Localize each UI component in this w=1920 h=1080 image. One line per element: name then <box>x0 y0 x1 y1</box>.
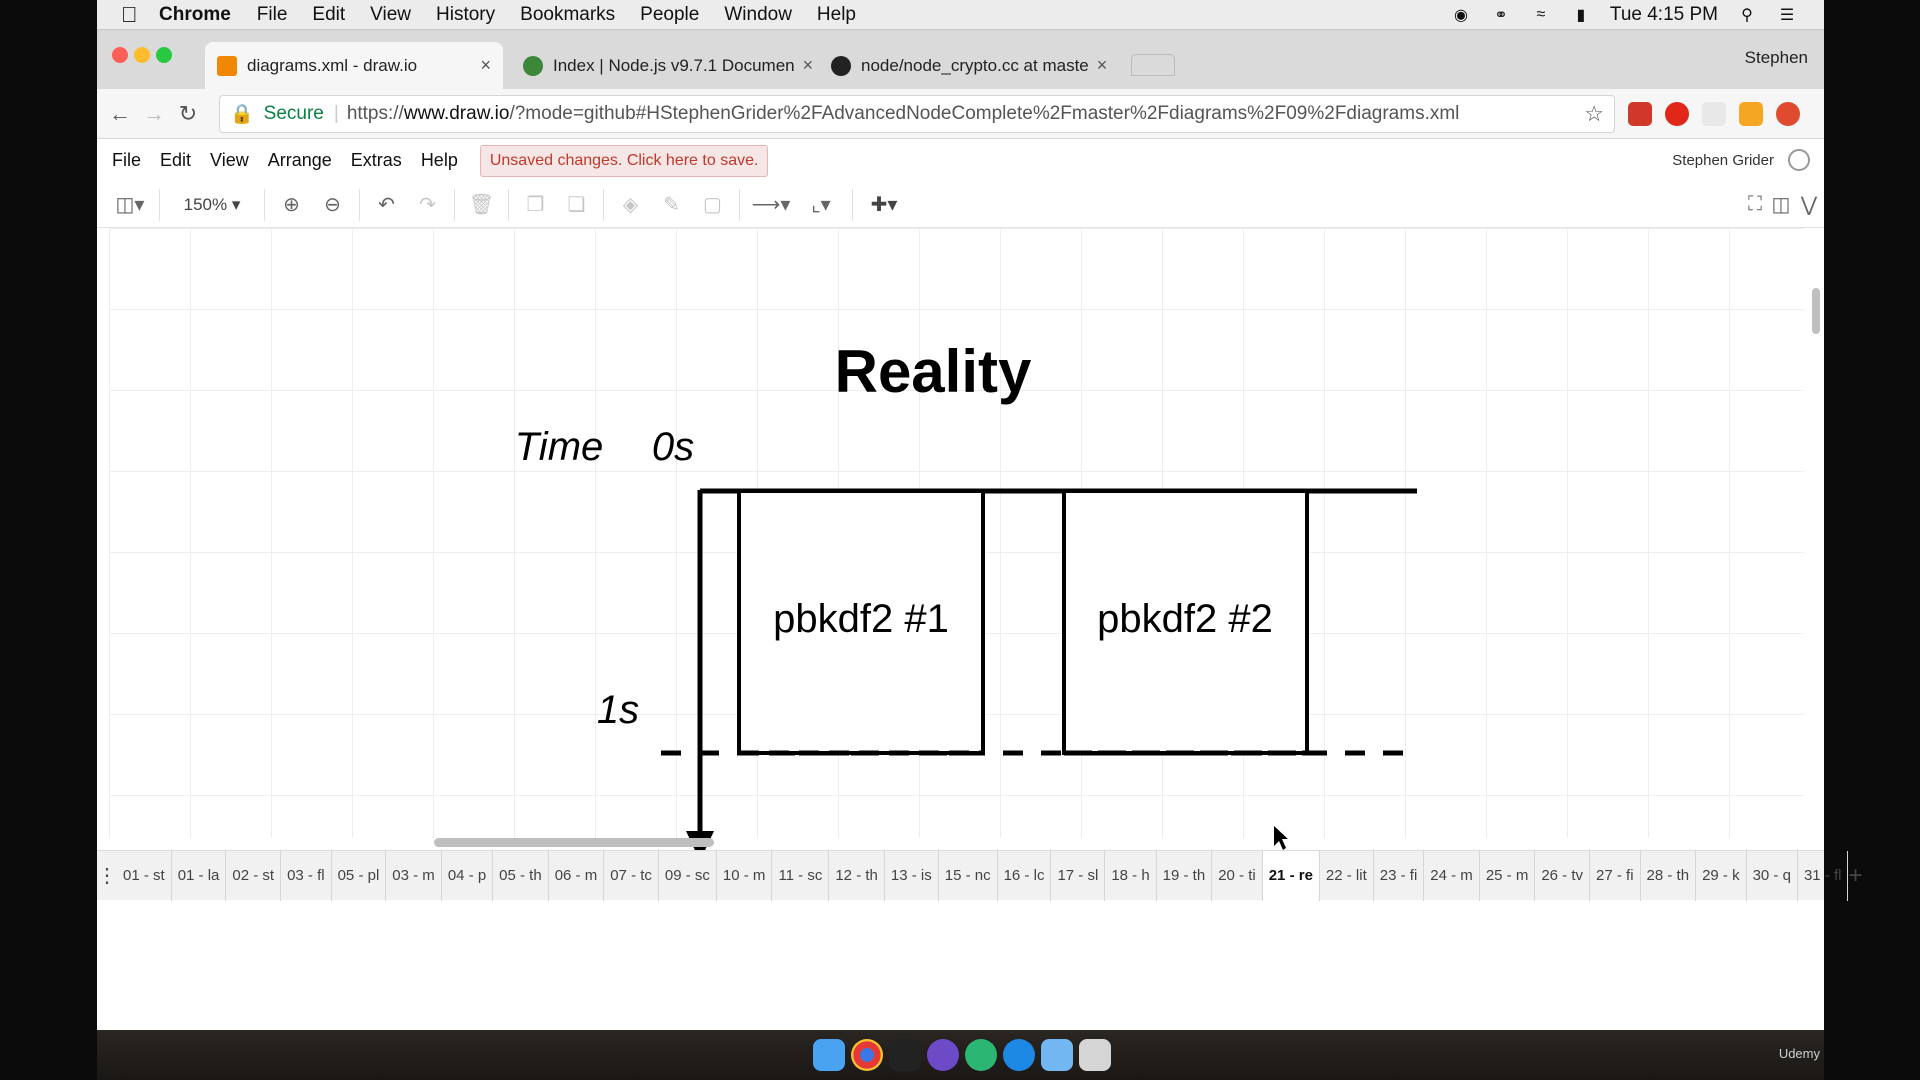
battery-icon[interactable]: ▮ <box>1576 6 1586 24</box>
menubar-help[interactable]: Help <box>816 3 856 25</box>
start-time-label[interactable]: 0s <box>651 425 695 469</box>
spotlight-search-icon[interactable]: ⚲ <box>1741 6 1753 24</box>
collapse-toolbar-icon[interactable]: ⋁ <box>1800 194 1818 216</box>
page-tab[interactable]: 04 - p <box>442 851 493 901</box>
page-tab[interactable]: 06 - m <box>549 851 605 901</box>
page-tab[interactable]: 16 - lc <box>998 851 1052 901</box>
extension-lastpass-icon[interactable] <box>1628 102 1652 126</box>
desktop-background-right <box>1824 0 1920 1080</box>
add-page-icon[interactable]: + <box>1848 861 1863 889</box>
to-front-icon[interactable]: ❐ <box>526 194 545 216</box>
time-axis-label[interactable]: Time <box>514 425 604 469</box>
quicktime-icon[interactable] <box>1003 1039 1035 1071</box>
udemy-watermark: Udemy <box>1778 1046 1820 1061</box>
pages-menu-icon[interactable]: ⋮ <box>97 865 117 887</box>
drawio-menubar <box>97 139 1824 182</box>
format-panel-toggle-icon[interactable]: ◫▾ <box>115 194 145 216</box>
page-tab[interactable]: 18 - h <box>1105 851 1156 901</box>
window-zoom-button[interactable] <box>156 47 172 63</box>
browser-toolbar <box>97 89 1824 139</box>
page-tab[interactable]: 05 - pl <box>332 851 387 901</box>
fullscreen-icon[interactable]: ⛶ <box>1748 193 1762 215</box>
diagram-title[interactable]: Reality <box>834 338 1032 405</box>
menubar-file[interactable]: File <box>256 3 288 25</box>
desktop-background-left <box>0 0 97 1080</box>
diagram-canvas[interactable] <box>109 228 1803 838</box>
close-icon[interactable]: × <box>1096 55 1108 75</box>
drawio-toolbar <box>97 182 1824 228</box>
wifi-icon[interactable]: ≈ <box>1536 5 1546 23</box>
page-tab[interactable]: 30 - q <box>1747 851 1798 901</box>
page-tab[interactable]: 05 - th <box>493 851 549 901</box>
diagram-svg <box>109 228 1803 838</box>
page-tab[interactable]: 24 - m <box>1424 851 1480 901</box>
mac-dock <box>803 1033 1121 1077</box>
tab-title: Index | Node.js v9.7.1 Documen <box>553 55 795 75</box>
page-tab[interactable]: 10 - m <box>717 851 773 901</box>
vertical-scrollbar[interactable] <box>1812 288 1820 334</box>
page-tab[interactable]: 07 - tc <box>604 851 659 901</box>
drawio-menu-file[interactable]: File <box>112 150 142 170</box>
nodejs-favicon-icon <box>523 56 543 76</box>
extension-opera-icon[interactable] <box>1665 102 1689 126</box>
delete-icon[interactable]: 🗑 <box>468 194 495 216</box>
page-tab[interactable]: 29 - k <box>1696 851 1747 901</box>
menubar-app-name[interactable]: Chrome <box>159 3 231 25</box>
page-tabs-bar <box>97 850 1863 900</box>
undo-icon[interactable]: ↶ <box>378 194 395 216</box>
line-color-icon[interactable]: ✎ <box>663 194 680 216</box>
menubar-clock[interactable]: Tue 4:15 PM <box>1609 3 1718 25</box>
address-bar[interactable]: 🔒 Secure | https:// www.draw.io /?mode=github#HStephenGrider%2FAdvancedNodeComplete%2Fmaster%2Fdiagrams%2F09%2Fdiagrams.xml ☆ <box>219 95 1615 133</box>
globe-icon[interactable] <box>1788 149 1810 171</box>
tab-github-node-crypto[interactable] <box>819 42 1115 89</box>
page-tab[interactable]: 13 - is <box>885 851 939 901</box>
mac-menubar <box>97 0 1824 30</box>
lock-icon: 🔒 <box>230 103 254 125</box>
waypoints-icon[interactable]: ⌞▾ <box>811 194 831 216</box>
tab-strip <box>97 30 1824 89</box>
pbkdf2-box-1-label: pbkdf2 #1 <box>773 597 949 641</box>
menubar-window[interactable]: Window <box>724 3 792 25</box>
page-tab[interactable]: 21 - re <box>1263 851 1320 901</box>
apple-icon[interactable] <box>121 2 155 28</box>
zoom-in-icon[interactable]: ⊕ <box>283 194 300 216</box>
page-tab[interactable]: 09 - sc <box>659 851 717 901</box>
pbkdf2-box-2-label: pbkdf2 #2 <box>1097 597 1273 641</box>
url-host: www.draw.io <box>403 102 510 124</box>
zoom-level-dropdown[interactable]: 150% ▾ <box>183 194 241 214</box>
chrome-window <box>97 30 1863 1030</box>
atom-icon[interactable] <box>965 1039 997 1071</box>
reload-icon[interactable]: ↻ <box>178 100 198 126</box>
horizontal-scrollbar[interactable] <box>434 838 714 847</box>
page-tab[interactable]: 25 - m <box>1480 851 1536 901</box>
page-tab[interactable]: 12 - th <box>829 851 885 901</box>
url-path: /?mode=github#HStephenGrider%2FAdvancedNodeComplete%2Fmaster%2Fdiagrams%2F09%2Fdiagrams.xml <box>509 102 1460 124</box>
page-tab[interactable]: 31 - fl <box>1798 851 1849 901</box>
chrome-profile-name[interactable]: Stephen <box>1744 48 1808 67</box>
menubar-people[interactable]: People <box>640 3 700 25</box>
tab-nodejs-docs[interactable] <box>511 42 814 89</box>
terminal-icon[interactable] <box>889 1039 921 1071</box>
connection-style-icon[interactable]: ⟶▾ <box>751 194 791 216</box>
insert-plus-icon[interactable]: ✚▾ <box>870 194 898 216</box>
extension-adblock-icon[interactable] <box>1776 102 1800 126</box>
zoom-out-icon[interactable]: ⊖ <box>324 194 341 216</box>
forward-arrow-icon[interactable]: → <box>143 100 165 126</box>
notification-list-icon[interactable]: ☰ <box>1779 6 1795 24</box>
close-icon[interactable]: × <box>802 55 814 75</box>
close-icon[interactable]: × <box>480 55 491 75</box>
fill-color-icon[interactable]: ◈ <box>622 194 639 216</box>
downloads-folder-icon[interactable] <box>1041 1039 1073 1071</box>
page-tab[interactable]: 23 - fi <box>1374 851 1425 901</box>
drawio-menu-extras[interactable]: Extras <box>350 150 402 170</box>
drawio-favicon-icon <box>217 56 237 76</box>
drawio-menu-view[interactable]: View <box>210 150 249 170</box>
page-tab[interactable]: 01 - la <box>172 851 227 901</box>
github-favicon-icon <box>831 56 851 76</box>
tab-title: diagrams.xml - draw.io <box>247 55 418 75</box>
page-tab[interactable]: 15 - nc <box>939 851 998 901</box>
extension-fox-icon[interactable] <box>1739 102 1763 126</box>
shadow-icon[interactable]: ▢ <box>703 194 722 216</box>
menubar-history[interactable]: History <box>436 3 496 25</box>
menubar-bookmarks[interactable]: Bookmarks <box>520 3 616 25</box>
redo-icon[interactable]: ↷ <box>419 194 436 216</box>
page-tab[interactable]: 03 - fl <box>281 851 332 901</box>
user-menu[interactable]: Stephen Grider <box>1672 152 1774 169</box>
toggle-panels-icon[interactable]: ◫ <box>1771 194 1791 216</box>
page-tab[interactable]: 20 - ti <box>1212 851 1263 901</box>
tab-drawio[interactable] <box>205 42 503 89</box>
chrome-icon[interactable] <box>851 1039 883 1071</box>
window-close-button[interactable] <box>112 47 128 63</box>
page-tab[interactable]: 28 - th <box>1641 851 1697 901</box>
extension-css-icon[interactable] <box>1702 102 1726 126</box>
page-tab[interactable]: 02 - st <box>226 851 281 901</box>
tab-title: node/node_crypto.cc at maste <box>861 55 1089 75</box>
end-time-label[interactable]: 1s <box>596 688 640 732</box>
menubar-view[interactable]: View <box>370 3 412 25</box>
page-tab[interactable]: 26 - tv <box>1535 851 1590 901</box>
secure-label: Secure <box>263 102 324 124</box>
record-icon[interactable]: ◉ <box>1453 6 1468 24</box>
page-tab[interactable]: 11 - sc <box>772 851 829 901</box>
page-tab[interactable]: 03 - m <box>386 851 442 901</box>
glasses-icon[interactable]: ⚭ <box>1494 6 1508 24</box>
menubar-edit[interactable]: Edit <box>312 3 346 25</box>
page-tab[interactable]: 19 - th <box>1157 851 1213 901</box>
back-arrow-icon[interactable]: ← <box>109 100 131 126</box>
finder-icon[interactable] <box>813 1039 845 1071</box>
page-tab[interactable]: 22 - lit <box>1320 851 1374 901</box>
trash-icon[interactable] <box>1079 1039 1111 1071</box>
page-tab[interactable]: 17 - sl <box>1051 851 1105 901</box>
url-prefix: https:// <box>346 102 404 124</box>
bookmark-star-icon[interactable]: ☆ <box>1584 100 1604 126</box>
drawio-menu-arrange[interactable]: Arrange <box>267 150 332 170</box>
page-tab[interactable]: 01 - st <box>117 851 172 901</box>
mouse-cursor-icon <box>1274 826 1288 850</box>
page-tab[interactable]: 27 - fi <box>1590 851 1641 901</box>
pen-app-icon[interactable] <box>927 1039 959 1071</box>
new-tab-button[interactable] <box>1131 54 1175 76</box>
unsaved-changes-button[interactable]: Unsaved changes. Click here to save. <box>480 145 769 177</box>
drawio-menu-help[interactable]: Help <box>420 150 458 170</box>
window-minimize-button[interactable] <box>134 47 150 63</box>
to-back-icon[interactable]: ❏ <box>567 194 586 216</box>
drawio-menu-edit[interactable]: Edit <box>160 150 192 170</box>
